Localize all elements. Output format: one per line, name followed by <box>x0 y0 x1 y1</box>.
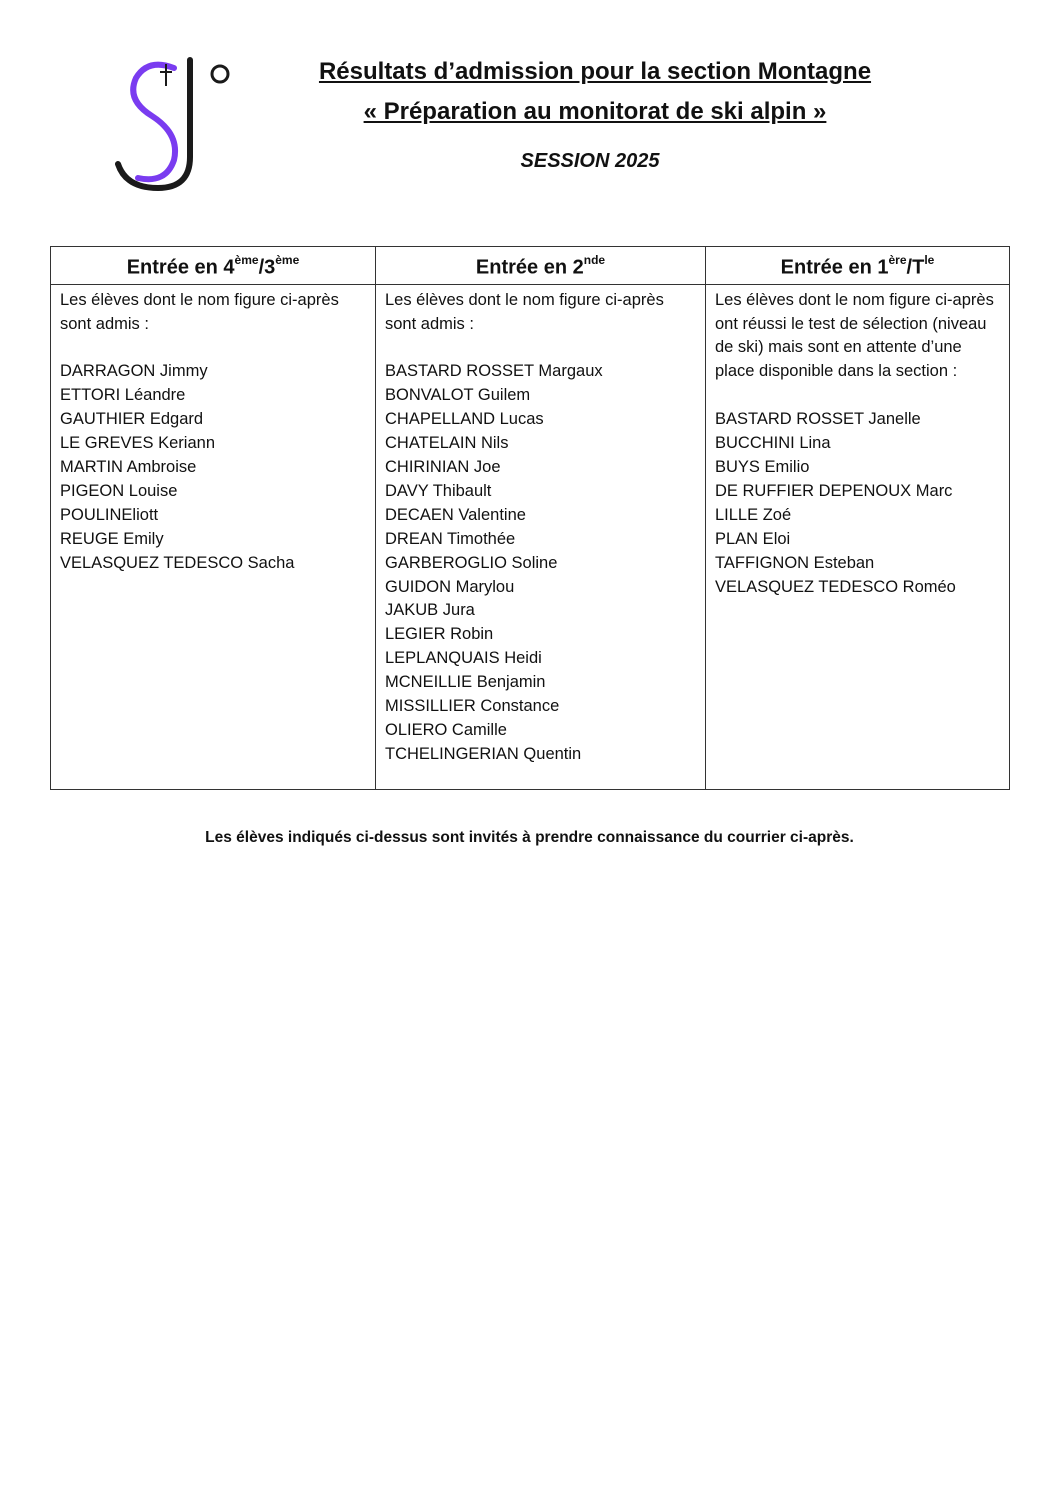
footer-note: Les élèves indiqués ci-dessus sont invités à prendre connaissance du courrier ci-après. <box>205 829 854 846</box>
list-item: BUCCHINI Lina <box>715 434 831 453</box>
list-item: LEGIER Robin <box>385 625 494 644</box>
list-item: DREAN Timothée <box>385 529 516 548</box>
list-item: CHIRINIAN Joe <box>385 457 501 476</box>
list-item: PLAN Eloi <box>715 529 791 548</box>
column-cell-1ere-tle <box>706 284 1010 789</box>
title-block <box>290 52 900 132</box>
list-item: TAFFIGNON Esteban <box>715 553 875 572</box>
list-item: JAKUB Jura <box>385 601 475 620</box>
list-item: LEPLANQUAIS Heidi <box>385 649 542 668</box>
list-item: GUIDON Marylou <box>385 577 515 596</box>
list-item: VELASQUEZ TEDESCO Roméo <box>715 577 956 596</box>
list-item: GARBEROGLIO Soline <box>385 553 558 572</box>
list-item: OLIERO Camille <box>385 720 507 739</box>
column-header-2nde: Entrée en 2nde <box>376 247 706 285</box>
list-item: BONVALOT Guilem <box>385 386 531 405</box>
list-item: TCHELINGERIAN Quentin <box>385 744 582 763</box>
list-item: BASTARD ROSSET Janelle <box>715 410 921 429</box>
page-subtitle: « Préparation au monitorat de ski alpin » <box>363 98 827 125</box>
school-logo <box>108 52 238 194</box>
list-item: LE GREVES Keriann <box>60 434 215 453</box>
column-header-4e-3e: Entrée en 4ème/3ème <box>51 247 376 285</box>
list-item: PIGEON Louise <box>60 481 178 500</box>
list-item: DARRAGON Jimmy <box>60 362 208 381</box>
list-item: REUGE Emily <box>60 529 164 548</box>
list-item: DE RUFFIER DEPENOUX Marc <box>715 481 953 500</box>
column-cell-2nde <box>376 284 706 789</box>
column-header-1ere-tle: Entrée en $1ère/T^{le}$ <box>706 247 1010 285</box>
list-item: BUYS Emilio <box>715 457 810 476</box>
column-cell-4e-3e <box>51 284 376 789</box>
list-item: POULINEliott <box>60 505 159 524</box>
table-body-row <box>51 284 1010 789</box>
column-intro: Les élèves dont le nom figure ci-après sont admis : <box>385 290 664 333</box>
list-item: MISSILLIER Constance <box>385 697 560 716</box>
page-title: Résultats d’admission pour la section Montagne <box>318 58 872 85</box>
list-item: GAUTHIER Edgard <box>60 410 204 429</box>
table-header-row <box>51 247 1010 285</box>
list-item: MARTIN Ambroise <box>60 457 197 476</box>
list-item: MCNEILLIE Benjamin <box>385 673 546 692</box>
list-item: LILLE Zoé <box>715 505 792 524</box>
list-item: CHATELAIN Nils <box>385 434 509 453</box>
list-item: CHAPELLAND Lucas <box>385 410 544 429</box>
list-item: BASTARD ROSSET Margaux <box>385 362 603 381</box>
list-item: DAVY Thibault <box>385 481 492 500</box>
column-intro: Les élèves dont le nom figure ci-après sont admis : <box>60 290 339 333</box>
column-intro: Les élèves dont le nom figure ci-après ont réussi le test de sélection (niveau de ski) mais sont en attente d’une place disponible dans la section : <box>715 290 994 381</box>
list-item: VELASQUEZ TEDESCO Sacha <box>60 553 295 572</box>
list-item: DECAEN Valentine <box>385 505 526 524</box>
session-label: SESSION 2025 <box>520 150 660 172</box>
list-item: ETTORI Léandre <box>60 386 186 405</box>
results-table <box>50 246 1010 790</box>
